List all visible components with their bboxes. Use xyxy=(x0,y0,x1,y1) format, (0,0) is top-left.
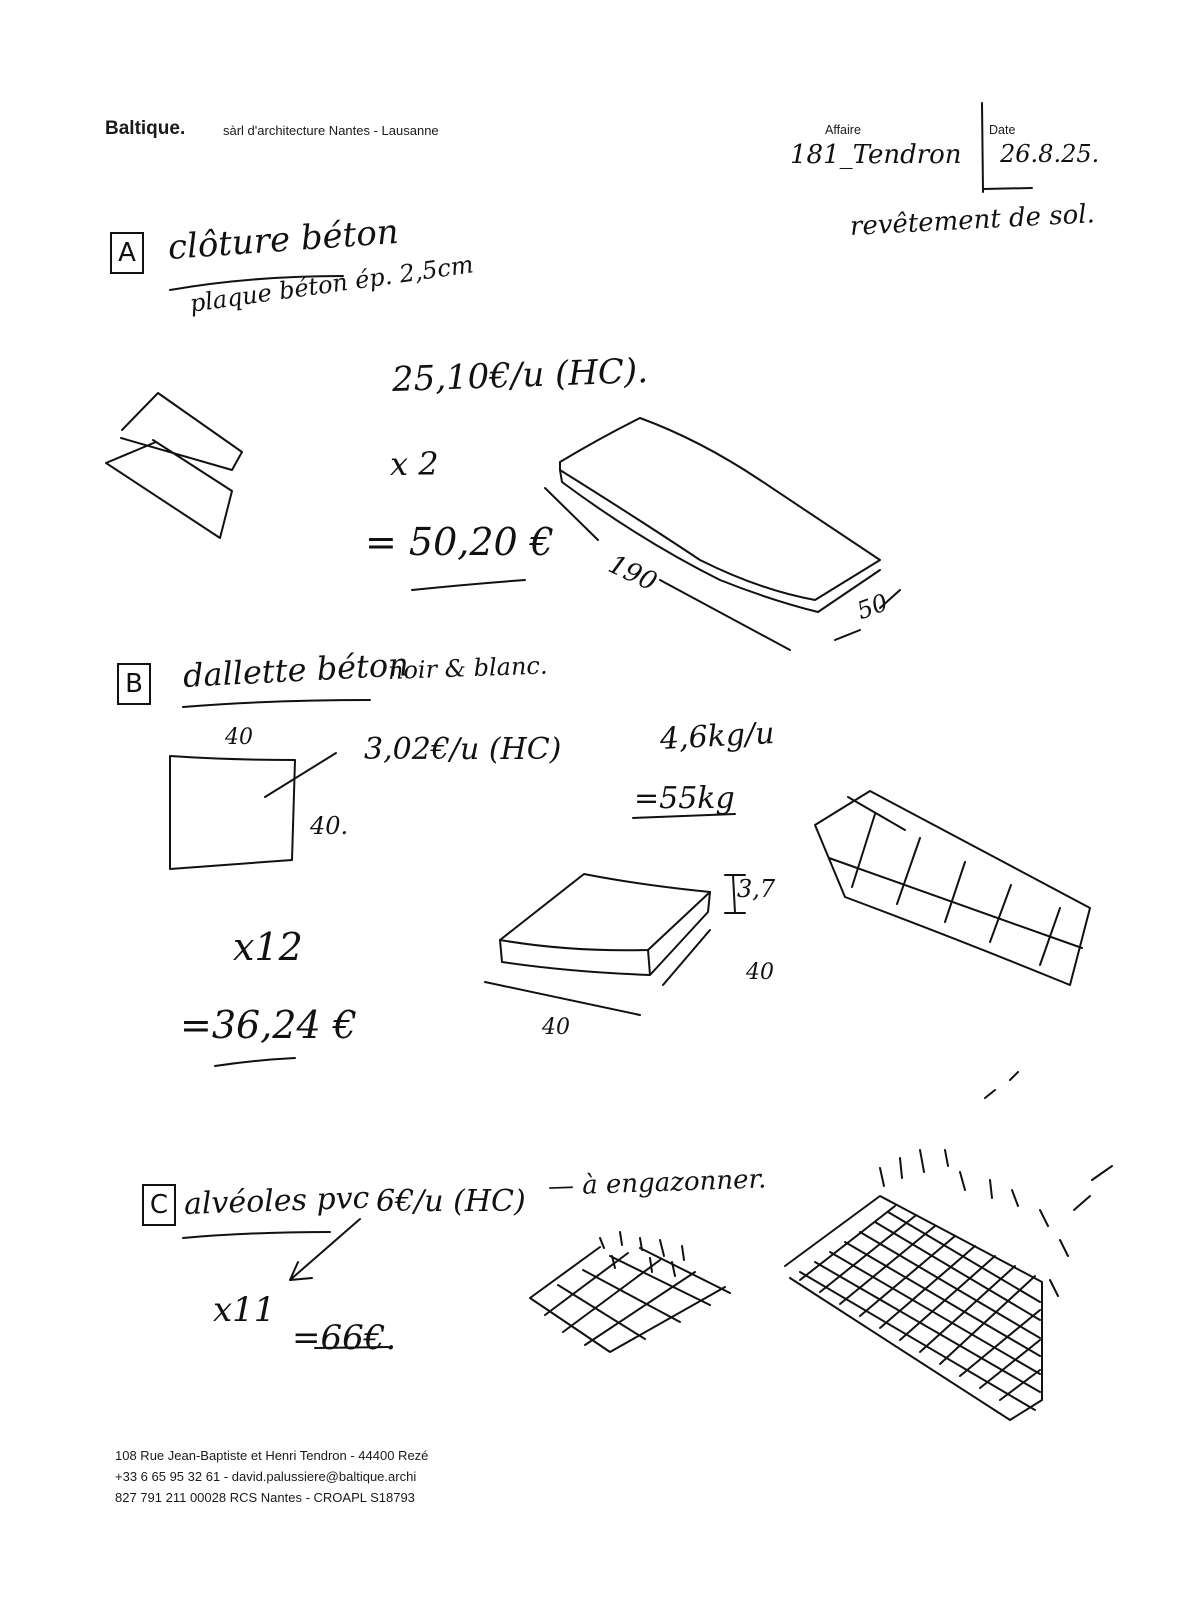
section-b-weight-unit: 4,6kg/u xyxy=(659,716,776,757)
subject-text: revêtement de sol. xyxy=(849,199,1096,242)
affaire-value: 181_Tendron xyxy=(790,140,962,170)
section-b-title: dallette béton xyxy=(182,645,410,695)
section-c-title-underline xyxy=(183,1232,330,1238)
section-b-dim-thickness: 3,7 xyxy=(737,875,776,903)
section-c-marker: C xyxy=(142,1184,176,1226)
section-a-dim-width: 50 xyxy=(853,588,892,626)
section-b-total-underline xyxy=(215,1058,295,1066)
section-b-qty: x12 xyxy=(233,925,303,969)
section-a-marker: A xyxy=(110,232,144,274)
date-value: 26.8.25. xyxy=(1000,140,1100,168)
footer-block xyxy=(115,1445,428,1508)
section-b-tile-top xyxy=(500,874,710,950)
section-a-dim-line-width xyxy=(835,590,900,640)
section-b-price: 3,02€/u (HC) xyxy=(364,732,562,767)
section-c-price: 6€/u (HC) xyxy=(376,1184,526,1219)
section-c-small-grid xyxy=(530,1247,730,1352)
section-a-slab-top xyxy=(560,418,880,600)
section-c-small-grass xyxy=(600,1232,684,1276)
footer-address: 108 Rue Jean-Baptiste et Henri Tendron - 44400 Rezé xyxy=(115,1448,429,1463)
section-b-title-note: noir & blanc. xyxy=(387,651,548,685)
section-b-dim-side: 40. xyxy=(310,812,349,840)
section-b-dim-width: 40 xyxy=(746,960,774,985)
section-c-qty: x11 xyxy=(213,1290,276,1330)
section-c-total: =66€. xyxy=(292,1318,397,1358)
header-horizontal-rule xyxy=(983,188,1032,189)
section-c-arrow xyxy=(290,1219,360,1280)
affaire-label: Affaire xyxy=(825,123,861,137)
section-b-grid-strip xyxy=(815,791,1090,985)
section-c-large-grid-outline xyxy=(785,1196,1042,1420)
section-b-dim-length: 40 xyxy=(542,1015,570,1040)
section-b-title-underline xyxy=(183,700,370,707)
section-c-title: alvéoles pvc xyxy=(183,1180,370,1222)
section-b-square-sketch xyxy=(170,756,295,869)
brand-logo: Baltique. xyxy=(105,118,186,139)
section-a-dim-line-length xyxy=(545,488,790,650)
date-label: Date xyxy=(989,123,1016,137)
section-a-qty: x 2 xyxy=(390,445,439,483)
footer-registration: 827 791 211 00028 RCS Nantes - CROAPL S18793 xyxy=(115,1490,415,1505)
section-b-total: =36,24 € xyxy=(180,1003,357,1047)
section-b-tile-side xyxy=(500,892,710,975)
section-c-note: — à engazonner. xyxy=(547,1164,767,1202)
section-a-dim-length: 190 xyxy=(603,549,662,598)
section-b-dim-top: 40 xyxy=(225,725,253,750)
section-a-total-underline xyxy=(412,580,525,590)
section-b-weight-total: =55kg xyxy=(634,781,735,816)
section-b-weight-underline xyxy=(633,814,735,818)
section-a-total: = 50,20 € xyxy=(365,520,554,564)
section-a-title: clôture béton xyxy=(166,211,400,268)
section-a-subtitle: plaque béton ép. 2,5cm xyxy=(188,250,476,318)
section-c-total-underline xyxy=(315,1347,388,1348)
header-vertical-rule xyxy=(982,103,983,192)
section-a-panel-sketch xyxy=(106,393,242,538)
section-a-price: 25,10€/u (HC). xyxy=(391,351,649,400)
brand-tagline: sàrl d'architecture Nantes - Lausanne xyxy=(223,123,439,138)
section-a-title-underline xyxy=(170,276,343,290)
section-b-marker: B xyxy=(117,663,151,705)
footer-contact: +33 6 65 95 32 61 - david.palussiere@baltique.archi xyxy=(115,1469,417,1484)
section-c-large-grass xyxy=(880,1072,1112,1296)
